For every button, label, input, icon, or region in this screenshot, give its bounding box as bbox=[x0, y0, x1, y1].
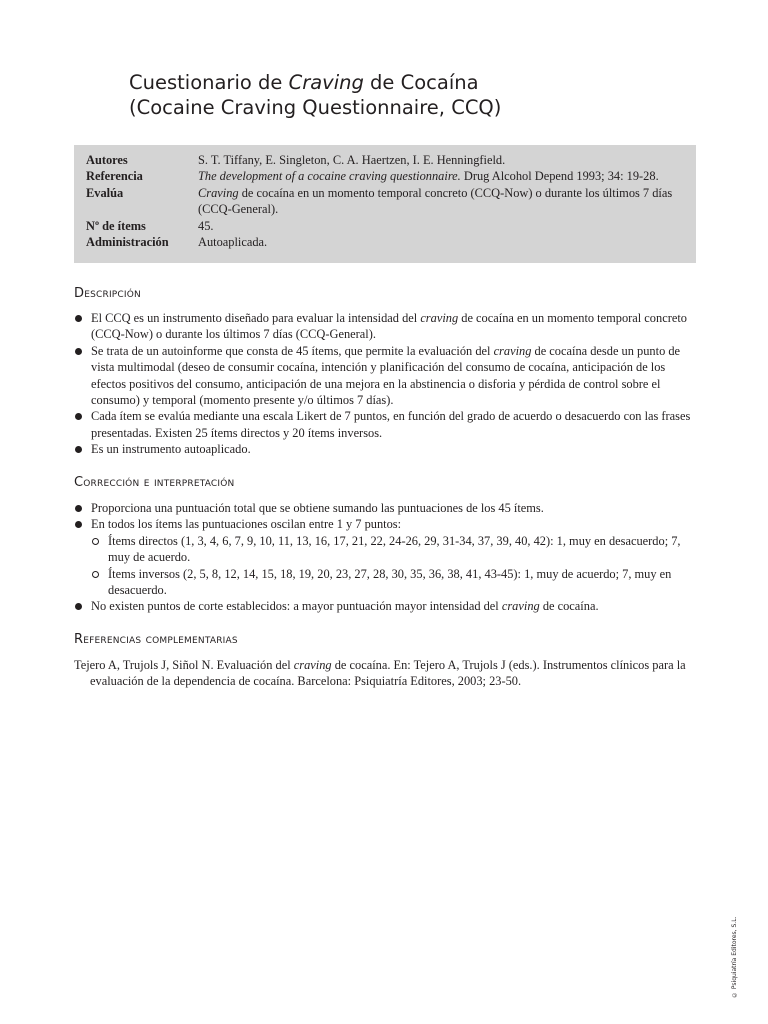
item-text: Cada ítem se evalúa mediante una escala Likert de 7 puntos, en función del grado de acuerdo o desacuerdo con las frases presentadas. Existen 25 ítems directos y 20 ítems inversos. bbox=[91, 409, 691, 440]
bullet-icon bbox=[75, 413, 82, 420]
title-italic: Craving bbox=[288, 71, 364, 94]
sub-item-text: Ítems directos (1, 3, 4, 6, 7, 9, 10, 11, 13, 16, 17, 21, 22, 24-26, 29, 31-34, 37, 39, 40, 42): 1, muy en desacuerdo; 7, muy de acuerdo. bbox=[108, 533, 681, 565]
info-label: Referencia bbox=[86, 169, 143, 184]
list-item bbox=[74, 598, 697, 614]
list-item bbox=[74, 310, 697, 343]
section-heading-descripcion: Descripción bbox=[74, 286, 141, 301]
reference-entry bbox=[74, 657, 697, 690]
italic-term: craving bbox=[501, 599, 540, 614]
italic-term: Craving bbox=[198, 185, 239, 200]
list-item bbox=[74, 343, 697, 409]
item-text: de cocaína en un momento temporal concreto (CCQ-Now) o durante los últimos 7 días (CCQ-General). bbox=[91, 311, 687, 342]
circle-bullet-icon bbox=[92, 571, 99, 578]
bullet-icon bbox=[75, 446, 82, 453]
item-text: No existen puntos de corte establecidos: a mayor puntuación mayor intensidad del bbox=[91, 599, 502, 614]
italic-term: craving bbox=[293, 658, 332, 672]
reference-text: de cocaína. En: Tejero A, Trujols J (eds.). Instrumentos clínicos para la evaluación de la dependencia de cocaína. Barcelona: Psiquiatría Editores, 2003; 23-50. bbox=[90, 658, 686, 689]
info-row-evalua bbox=[86, 185, 696, 218]
info-value bbox=[198, 185, 692, 218]
italic-term: craving bbox=[420, 311, 459, 325]
section-heading-correccion: Corrección e interpretación bbox=[74, 475, 235, 490]
bullet-icon bbox=[75, 505, 82, 512]
info-row-items bbox=[86, 218, 696, 234]
info-label: Evalúa bbox=[86, 185, 124, 200]
info-row-autores bbox=[86, 152, 696, 168]
italic-term: craving bbox=[493, 343, 532, 358]
reference-source: Drug Alcohol Depend 1993; 34: 19-28. bbox=[460, 169, 659, 184]
list-item bbox=[74, 516, 697, 598]
sub-list-item bbox=[91, 566, 697, 599]
info-value: S. T. Tiffany, E. Singleton, C. A. Haertzen, I. E. Henningfield. bbox=[198, 153, 506, 167]
item-text: Es un instrumento autoaplicado. bbox=[91, 442, 251, 457]
info-text: de cocaína en un momento temporal concreto (CCQ-Now) o durante los últimos 7 días (CCQ-General). bbox=[198, 185, 673, 217]
info-label: Autores bbox=[86, 153, 128, 167]
descripcion-list bbox=[74, 310, 697, 458]
info-value bbox=[198, 168, 692, 184]
bullet-icon bbox=[75, 521, 82, 528]
section-heading-referencias: Referencias complementarias bbox=[74, 632, 238, 647]
bullet-icon bbox=[75, 348, 82, 355]
info-label: Nº de ítems bbox=[86, 218, 146, 233]
correccion-list bbox=[74, 500, 697, 615]
circle-bullet-icon bbox=[92, 538, 99, 545]
info-row-administracion bbox=[86, 234, 696, 250]
list-item bbox=[74, 500, 697, 516]
info-value: Autoaplicada. bbox=[198, 235, 268, 250]
reference-text: Tejero A, Trujols J, Siñol N. Evaluación del bbox=[74, 658, 294, 672]
list-item bbox=[74, 408, 697, 441]
info-label: Administración bbox=[86, 235, 169, 250]
item-text: Se trata de un autoinforme que consta de 45 ítems, que permite la evaluación del bbox=[91, 343, 494, 358]
item-text: El CCQ es un instrumento diseñado para evaluar la intensidad del bbox=[91, 311, 421, 325]
bullet-icon bbox=[75, 603, 82, 610]
item-text: de cocaína. bbox=[539, 599, 599, 614]
sub-item-text: Ítems inversos (2, 5, 8, 12, 14, 15, 18, 19, 20, 23, 27, 28, 30, 35, 36, 38, 41, 43-45): 1, muy de acuerdo; 7, muy en desacuerdo. bbox=[108, 566, 672, 598]
list-item bbox=[74, 441, 697, 457]
info-row-referencia bbox=[86, 168, 696, 184]
title-line-1 bbox=[129, 70, 729, 95]
title-text: Cuestionario de bbox=[129, 71, 289, 94]
info-value: 45. bbox=[198, 218, 214, 233]
item-text: de cocaína desde un punto de vista multimodal (deseo de consumir cocaína, intención y planificación del consumo de cocaína, anticipación de los efectos positivos del consumo, anticipación de una mejora en la abstinencia o disforia y pérdida de control sobre el consumo) y temporal (momento presente y/o últimos 7 días). bbox=[91, 343, 681, 408]
sub-list-item bbox=[91, 533, 697, 566]
title-text: de Cocaína bbox=[363, 71, 479, 94]
page-title bbox=[129, 70, 729, 120]
item-text: Proporciona una puntuación total que se obtiene sumando las puntuaciones de los 45 ítems. bbox=[91, 501, 544, 515]
reference-title: The development of a cocaine craving questionnaire. bbox=[198, 169, 461, 184]
title-line-2: (Cocaine Craving Questionnaire, CCQ) bbox=[129, 96, 502, 119]
copyright-notice: © Psiquiatría Editores, S.L. bbox=[731, 916, 738, 998]
bullet-icon bbox=[75, 315, 82, 322]
info-box bbox=[74, 145, 696, 263]
item-text: En todos los ítems las puntuaciones oscilan entre 1 y 7 puntos: bbox=[91, 517, 402, 532]
